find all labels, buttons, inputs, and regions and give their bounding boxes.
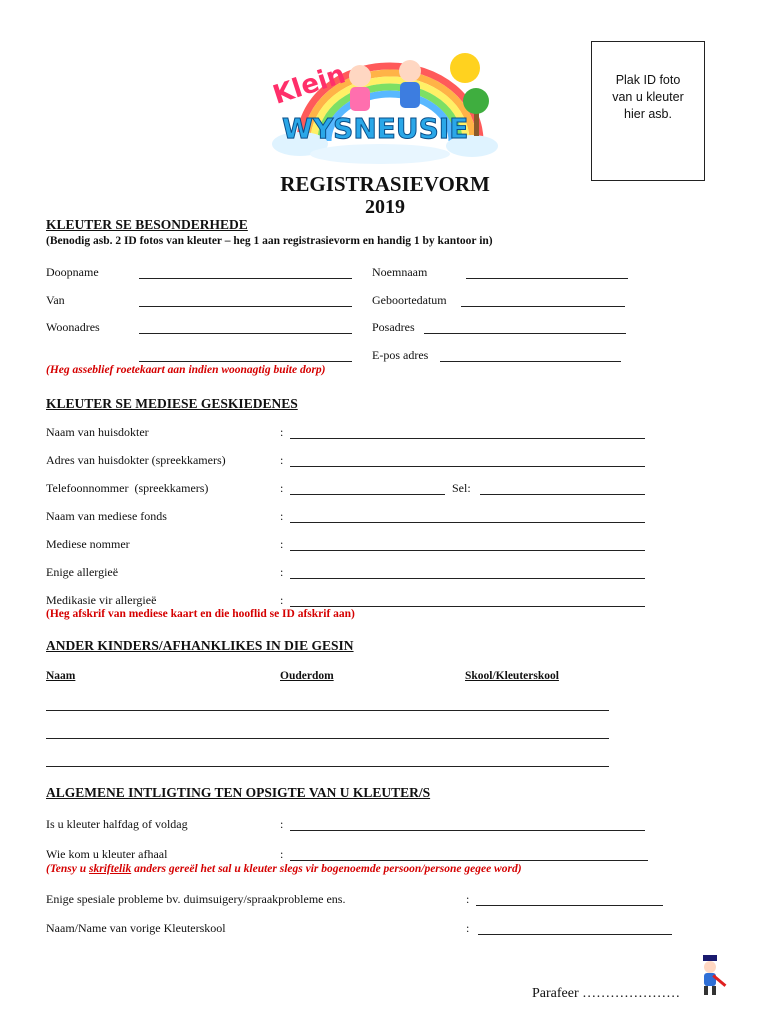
posadres-label: Posadres: [372, 320, 415, 334]
colon: :: [280, 481, 284, 495]
van-field[interactable]: [139, 306, 352, 307]
posadres-field[interactable]: [424, 333, 626, 334]
telefoon-field[interactable]: [290, 494, 445, 495]
fonds-field[interactable]: [290, 522, 645, 523]
epos-label: E-pos adres: [372, 348, 429, 362]
sel-label: Sel:: [452, 481, 471, 495]
kinders-row-line[interactable]: [46, 738, 609, 739]
colon: :: [280, 593, 284, 607]
telefoon-label: Telefoonnommer (spreekkamers): [46, 481, 209, 495]
van-label: Van: [46, 293, 65, 307]
halfdag-field[interactable]: [290, 830, 645, 831]
medical-card-note: (Heg afskrif van mediese kaart en die hooflid se ID afskrif aan): [46, 608, 355, 620]
woonadres-label: Woonadres: [46, 320, 100, 334]
medikasie-label: Medikasie vir allergieë: [46, 593, 157, 607]
adres-dokter-label: Adres van huisdokter (spreekkamers): [46, 453, 226, 467]
section-kleuter-heading: KLEUTER SE BESONDERHEDE: [46, 217, 248, 232]
section-kinders-heading: ANDER KINDERS/AFHANKLIKES IN DIE GESIN: [46, 638, 354, 653]
section-algemene-heading: ALGEMENE INTLIGTING TEN OPSIGTE VAN U KLEUTER/S: [46, 785, 431, 800]
vorige-label: Naam/Name van vorige Kleuterskool: [46, 921, 226, 935]
probleme-label: Enige spesiale probleme bv. duimsuigery/spraakprobleme ens.: [46, 892, 346, 906]
map-note: (Heg asseblief roetekaart aan indien woonagtig buite dorp): [46, 364, 326, 376]
section-medies-heading: KLEUTER SE MEDIESE GESKIEDENES: [46, 396, 298, 411]
photo-requirement-note: (Benodig asb. 2 ID fotos van kleuter – heg 1 aan registrasievorm en handig 1 by kantoor in): [46, 235, 493, 247]
geboortedatum-label: Geboortedatum: [372, 293, 447, 307]
vorige-field[interactable]: [478, 934, 672, 935]
colon: :: [280, 509, 284, 523]
allergie-field[interactable]: [290, 578, 645, 579]
geboortedatum-field[interactable]: [461, 306, 625, 307]
colon: :: [280, 425, 284, 439]
afhaal-field[interactable]: [290, 860, 648, 861]
nommer-label: Mediese nommer: [46, 537, 130, 551]
afhaal-label: Wie kom u kleuter afhaal: [46, 847, 168, 861]
woonadres-field-2[interactable]: [139, 361, 352, 362]
col-ouderdom: Ouderdom: [280, 670, 334, 682]
mascot-icon: [693, 953, 729, 999]
col-naam: Naam: [46, 670, 76, 682]
colon: :: [280, 817, 284, 831]
col-skool: Skool/Kleuterskool: [465, 670, 559, 682]
logo-graphic: [260, 46, 500, 166]
sel-field[interactable]: [480, 494, 645, 495]
huisdokter-field[interactable]: [290, 438, 645, 439]
photo-box[interactable]: [591, 41, 705, 181]
kinders-row-line[interactable]: [46, 766, 609, 767]
kinders-row-line[interactable]: [46, 710, 609, 711]
doopname-field[interactable]: [139, 278, 352, 279]
colon: :: [466, 921, 470, 935]
colon: :: [280, 847, 284, 861]
allergie-label: Enige allergieë: [46, 565, 119, 579]
logo-word-klein: Klein: [269, 59, 350, 111]
nommer-field[interactable]: [290, 550, 645, 551]
halfdag-label: Is u kleuter halfdag of voldag: [46, 817, 188, 831]
parafeer-field[interactable]: Parafeer …………………: [532, 986, 681, 1001]
logo: [260, 46, 500, 166]
logo-word-wysneusie: WYSNEUSIE: [282, 112, 469, 145]
woonadres-field[interactable]: [139, 333, 352, 334]
noemnaam-field[interactable]: [466, 278, 628, 279]
pickup-note-part-2: anders gereël het sal u kleuter slegs vir bogenoemde persoon/persone gegee word): [131, 863, 522, 875]
probleme-field[interactable]: [476, 905, 663, 906]
colon: :: [280, 453, 284, 467]
pickup-note-part-1: (Tensy u: [46, 863, 90, 875]
doopname-label: Doopname: [46, 265, 99, 279]
fonds-label: Naam van mediese fonds: [46, 509, 167, 523]
page-year: 2019: [365, 196, 405, 218]
colon: :: [280, 537, 284, 551]
photo-box-text: Plak ID foto van u kleuter hier asb.: [612, 73, 684, 121]
colon: :: [466, 892, 470, 906]
adres-dokter-field[interactable]: [290, 466, 645, 467]
noemnaam-label: Noemnaam: [372, 265, 428, 279]
epos-field[interactable]: [440, 361, 621, 362]
pickup-note: [46, 863, 522, 875]
medikasie-field[interactable]: [290, 606, 645, 607]
colon: :: [280, 565, 284, 579]
page-title: REGISTRASIEVORM: [280, 172, 490, 196]
pickup-note-emphasis: skriftelik: [89, 863, 132, 875]
huisdokter-label: Naam van huisdokter: [46, 425, 149, 439]
